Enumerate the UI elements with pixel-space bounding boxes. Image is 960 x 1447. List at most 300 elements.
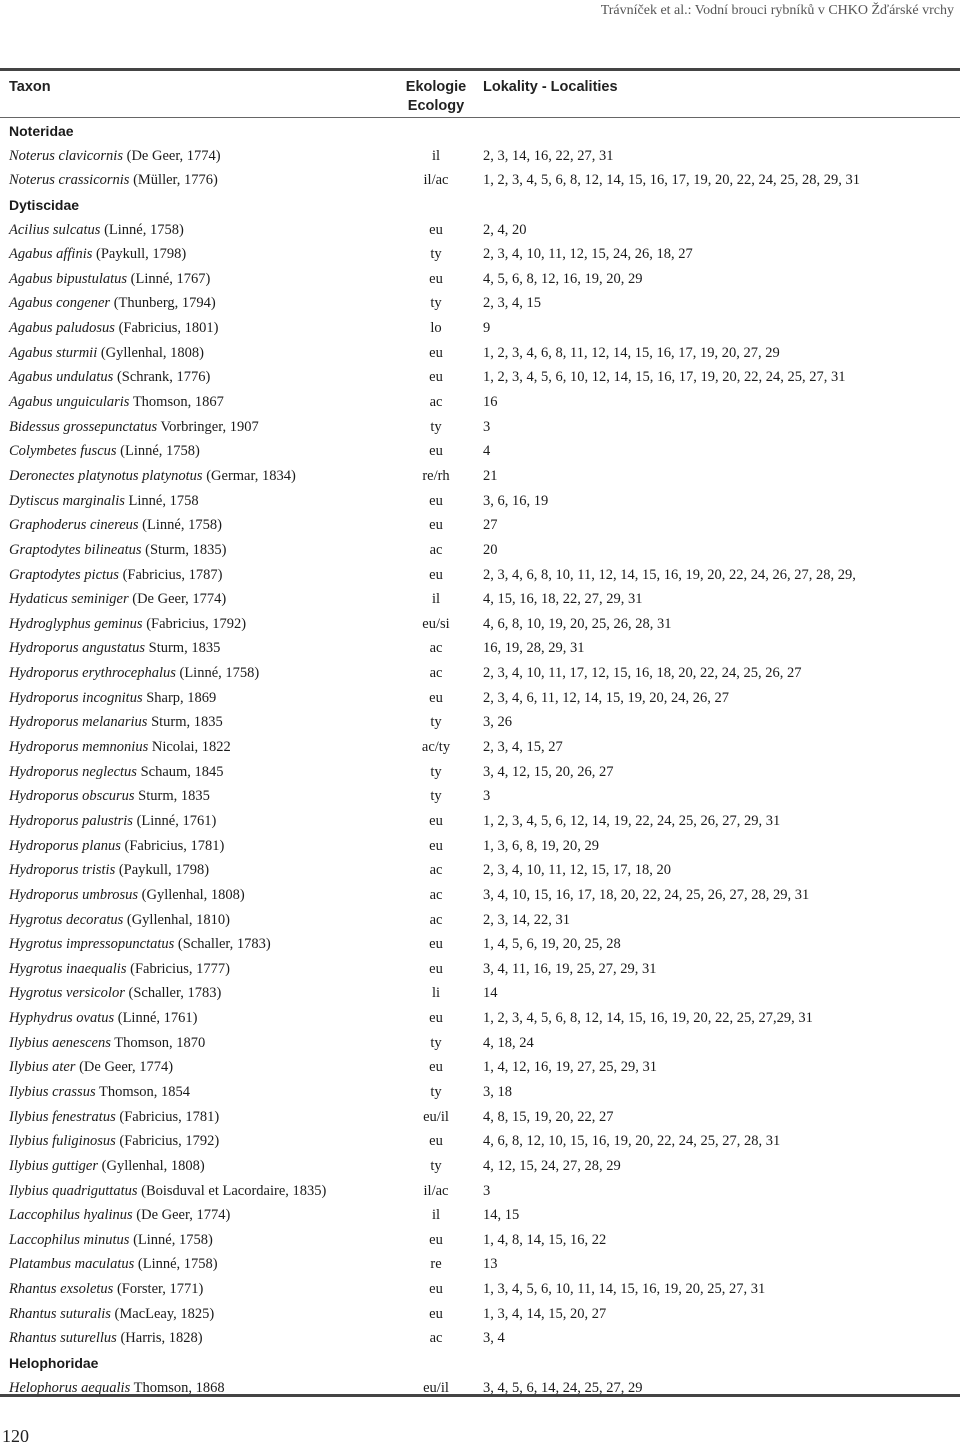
taxon-cell xyxy=(9,1231,213,1249)
species-name: Hygrotus impressopunctatus xyxy=(9,936,175,953)
table-row xyxy=(0,1251,960,1276)
ecology-cell: eu xyxy=(429,837,443,854)
localities-cell: 1, 2, 3, 4, 6, 8, 11, 12, 14, 15, 16, 17, 19, 20, 27, 29 xyxy=(483,344,780,361)
localities-cell: 4, 15, 16, 18, 22, 27, 29, 31 xyxy=(483,591,643,608)
localities-cell: 4, 8, 15, 19, 20, 22, 27 xyxy=(483,1108,614,1125)
ecology-cell: il/ac xyxy=(423,172,449,189)
table-row xyxy=(0,414,960,439)
localities-cell: 9 xyxy=(483,320,491,337)
species-author: (Fabricius, 1777) xyxy=(130,960,230,977)
taxon-cell xyxy=(9,368,210,386)
species-name: Ilybius fenestratus xyxy=(9,1108,116,1125)
table-row xyxy=(0,808,960,833)
taxon-cell xyxy=(9,886,245,904)
taxon-cell xyxy=(9,1182,326,1200)
species-author: Thomson, 1870 xyxy=(114,1034,206,1051)
taxon-cell xyxy=(9,911,230,929)
table-row xyxy=(0,241,960,266)
localities-cell: 1, 3, 4, 14, 15, 20, 27 xyxy=(483,1305,607,1322)
ecology-cell: eu xyxy=(429,1133,443,1150)
localities-cell: 3, 6, 16, 19 xyxy=(483,492,549,509)
table-row xyxy=(0,1079,960,1104)
species-name: Agabus undulatus xyxy=(9,369,114,386)
taxon-cell xyxy=(9,467,296,485)
localities-cell: 4, 18, 24 xyxy=(483,1034,534,1051)
taxon-cell xyxy=(9,1305,214,1323)
table-row xyxy=(0,266,960,291)
taxon-cell xyxy=(9,713,223,731)
ecology-cell: eu xyxy=(429,443,443,460)
taxon-cell xyxy=(9,294,216,312)
species-name: Agabus affinis xyxy=(9,246,93,263)
species-name: Ilybius crassus xyxy=(9,1083,96,1100)
taxon-cell xyxy=(9,319,218,337)
species-author: (Gyllenhal, 1810) xyxy=(126,911,230,928)
localities-cell: 27 xyxy=(483,517,498,534)
species-name: Hydroglyphus geminus xyxy=(9,615,143,632)
species-name: Graptodytes pictus xyxy=(9,566,119,583)
family-name: Helophoridae xyxy=(9,1355,99,1372)
column-header-taxon: Taxon xyxy=(9,79,51,95)
ecology-cell: eu/il xyxy=(423,1379,449,1396)
species-author: (De Geer, 1774) xyxy=(132,591,227,608)
ecology-cell: ty xyxy=(430,418,442,435)
localities-cell: 2, 3, 4, 10, 11, 17, 12, 15, 16, 18, 20, 22, 24, 25, 26, 27 xyxy=(483,665,802,682)
species-name: Acilius sulcatus xyxy=(9,221,101,238)
table-row xyxy=(0,857,960,882)
localities-cell: 4, 6, 8, 12, 10, 15, 16, 19, 20, 22, 24, 25, 27, 28, 31 xyxy=(483,1133,781,1150)
ecology-cell: eu xyxy=(429,369,443,386)
table-row xyxy=(0,389,960,414)
ecology-cell: il/ac xyxy=(423,1182,449,1199)
species-name: Helophorus aequalis xyxy=(9,1379,131,1396)
ecology-cell: ac xyxy=(429,886,443,903)
table-row xyxy=(0,635,960,660)
localities-cell: 2, 3, 4, 6, 11, 12, 14, 15, 19, 20, 24, 26, 27 xyxy=(483,689,729,706)
taxon-cell xyxy=(9,1083,190,1101)
taxon-cell xyxy=(9,1058,173,1076)
table-row xyxy=(0,315,960,340)
species-author: (Fabricius, 1801) xyxy=(118,320,219,337)
localities-cell: 16 xyxy=(483,394,498,411)
ecology-cell: eu xyxy=(429,517,443,534)
species-name: Hydroporus planus xyxy=(9,837,121,854)
localities-cell: 2, 3, 14, 16, 22, 27, 31 xyxy=(483,147,614,164)
localities-cell: 3, 26 xyxy=(483,714,512,731)
species-name: Agabus sturmii xyxy=(9,344,98,361)
ecology-cell: ac xyxy=(429,862,443,879)
localities-cell: 3, 4, 10, 15, 16, 17, 18, 20, 22, 24, 25, 26, 27, 28, 29, 31 xyxy=(483,886,810,903)
species-author: Sturm, 1835 xyxy=(138,788,210,805)
family-row xyxy=(0,118,960,143)
table-row xyxy=(0,1202,960,1227)
taxon-cell xyxy=(9,147,221,165)
table-row xyxy=(0,759,960,784)
taxon-cell xyxy=(9,270,210,288)
table-row xyxy=(0,685,960,710)
localities-cell: 1, 2, 3, 4, 5, 6, 8, 12, 14, 15, 16, 17, 19, 20, 22, 24, 25, 28, 29, 31 xyxy=(483,172,860,189)
table-row xyxy=(0,438,960,463)
ecology-cell: ty xyxy=(430,763,442,780)
localities-cell: 2, 3, 4, 6, 8, 10, 11, 12, 14, 15, 16, 19, 20, 22, 24, 26, 27, 28, 29, xyxy=(483,566,856,583)
taxon-cell xyxy=(9,171,218,189)
species-author: (Gyllenhal, 1808) xyxy=(100,344,204,361)
table-row xyxy=(0,463,960,488)
species-author: (Boisduval et Lacordaire, 1835) xyxy=(141,1182,327,1199)
taxon-cell xyxy=(9,516,222,534)
ecology-cell: re xyxy=(430,1256,442,1273)
species-name: Ilybius ater xyxy=(9,1059,76,1076)
species-name: Colymbetes fuscus xyxy=(9,443,117,460)
localities-cell: 2, 3, 4, 15, 27 xyxy=(483,739,563,756)
species-name: Ilybius quadriguttatus xyxy=(9,1182,138,1199)
localities-cell: 3, 4, 12, 15, 20, 26, 27 xyxy=(483,763,614,780)
table-row xyxy=(0,1104,960,1129)
family-name: Noteridae xyxy=(9,123,74,139)
taxon-cell xyxy=(9,935,271,953)
species-author: (Fabricius, 1781) xyxy=(119,1108,220,1125)
species-author: (Linné, 1761) xyxy=(136,812,217,829)
species-name: Hydroporus melanarius xyxy=(9,714,148,731)
table-row xyxy=(0,290,960,315)
species-name: Dytiscus marginalis xyxy=(9,492,125,509)
ecology-cell: eu xyxy=(429,1281,443,1298)
table-row xyxy=(0,1276,960,1301)
localities-cell: 4, 5, 6, 8, 12, 16, 19, 20, 29 xyxy=(483,270,643,287)
table-row xyxy=(0,1301,960,1326)
species-name: Hygrotus inaequalis xyxy=(9,960,127,977)
localities-cell: 21 xyxy=(483,467,498,484)
ecology-cell: il xyxy=(431,591,441,608)
ecology-cell: ty xyxy=(430,246,442,263)
species-name: Hygrotus decoratus xyxy=(9,911,124,928)
localities-cell: 2, 3, 4, 15 xyxy=(483,295,541,312)
species-author: (De Geer, 1774) xyxy=(136,1207,231,1224)
species-author: (Schaller, 1783) xyxy=(177,936,271,953)
localities-cell: 3 xyxy=(483,418,491,435)
running-head: Trávníček et al.: Vodní brouci rybníků v CHKO Žďárské vrchy xyxy=(600,3,954,18)
ecology-cell: ty xyxy=(430,295,442,312)
species-name: Agabus bipustulatus xyxy=(9,270,128,287)
localities-cell: 2, 3, 14, 22, 31 xyxy=(483,911,570,928)
localities-cell: 14 xyxy=(483,985,498,1002)
localities-cell: 1, 3, 6, 8, 19, 20, 29 xyxy=(483,837,599,854)
species-author: (Germar, 1834) xyxy=(206,467,296,484)
table-row xyxy=(0,167,960,192)
table-row xyxy=(0,1178,960,1203)
species-author: Vorbringer, 1907 xyxy=(160,418,259,435)
column-header-localities: Lokality - Localities xyxy=(483,79,618,95)
species-name: Hydroporus erythrocephalus xyxy=(9,665,176,682)
taxon-cell xyxy=(9,787,210,805)
species-name: Agabus congener xyxy=(9,295,111,312)
localities-cell: 4, 6, 8, 10, 19, 20, 25, 26, 28, 31 xyxy=(483,615,672,632)
localities-cell: 1, 4, 5, 6, 19, 20, 25, 28 xyxy=(483,936,621,953)
localities-cell: 3, 4 xyxy=(483,1330,505,1347)
taxon-cell xyxy=(9,837,224,855)
species-name: Bidessus grossepunctatus xyxy=(9,418,158,435)
ecology-cell: ty xyxy=(430,714,442,731)
table-row xyxy=(0,1227,960,1252)
species-author: (Paykull, 1798) xyxy=(96,246,187,263)
taxon-cell xyxy=(9,960,230,978)
species-author: Linné, 1758 xyxy=(128,492,199,509)
table-row xyxy=(0,734,960,759)
species-author: (Linné, 1758) xyxy=(179,665,260,682)
species-author: Schaum, 1845 xyxy=(140,763,224,780)
table-row xyxy=(0,340,960,365)
species-name: Hydroporus memnonius xyxy=(9,739,149,756)
taxon-cell xyxy=(9,615,246,633)
species-author: (Linné, 1758) xyxy=(104,221,184,238)
species-author: (Linné, 1761) xyxy=(117,1010,198,1027)
species-name: Agabus unguicularis xyxy=(9,394,130,411)
species-author: (Gyllenhal, 1808) xyxy=(141,886,245,903)
taxon-cell xyxy=(9,245,186,263)
ecology-cell: eu xyxy=(429,344,443,361)
species-author: Thomson, 1867 xyxy=(132,394,224,411)
table-row xyxy=(0,1005,960,1030)
ecology-cell: eu xyxy=(429,1231,443,1248)
taxon-cell xyxy=(9,763,224,781)
taxon-cell xyxy=(9,1157,205,1175)
species-name: Ilybius aenescens xyxy=(9,1034,111,1051)
localities-cell: 4, 12, 15, 24, 27, 28, 29 xyxy=(483,1157,621,1174)
species-author: Thomson, 1854 xyxy=(98,1083,191,1100)
species-author: (Gyllenhal, 1808) xyxy=(101,1157,205,1174)
taxon-cell xyxy=(9,1329,203,1347)
species-author: (Harris, 1828) xyxy=(120,1330,203,1347)
ecology-cell: ac xyxy=(429,640,443,657)
species-author: (Linné, 1767) xyxy=(130,270,211,287)
localities-cell: 3, 4, 5, 6, 14, 24, 25, 27, 29 xyxy=(483,1379,643,1396)
ecology-cell: eu xyxy=(429,566,443,583)
taxon-cell xyxy=(9,812,216,830)
species-name: Deronectes platynotus platynotus xyxy=(9,467,203,484)
species-name: Noterus crassicornis xyxy=(9,172,130,189)
ecology-cell: eu xyxy=(429,812,443,829)
species-author: (Fabricius, 1787) xyxy=(122,566,223,583)
localities-cell: 13 xyxy=(483,1256,498,1273)
species-name: Agabus paludosus xyxy=(9,320,115,337)
localities-cell: 1, 2, 3, 4, 5, 6, 12, 14, 19, 22, 24, 25, 26, 27, 29, 31 xyxy=(483,812,781,829)
ecology-cell: eu/il xyxy=(423,1108,449,1125)
column-header-ecology: Ekologie Ecology xyxy=(405,79,467,114)
taxon-cell xyxy=(9,566,222,584)
taxon-cell xyxy=(9,738,231,756)
taxon-cell xyxy=(9,1206,230,1224)
family-row xyxy=(0,192,960,217)
species-name: Hydroporus obscurus xyxy=(9,788,135,805)
species-name: Hydroporus incognitus xyxy=(9,689,143,706)
localities-cell: 1, 3, 4, 5, 6, 10, 11, 14, 15, 16, 19, 20, 25, 27, 31 xyxy=(483,1281,766,1298)
localities-cell: 1, 2, 3, 4, 5, 6, 8, 12, 14, 15, 16, 19, 20, 22, 25, 27,29, 31 xyxy=(483,1010,813,1027)
table-row xyxy=(0,217,960,242)
ecology-cell: eu xyxy=(429,960,443,977)
ecology-cell: il xyxy=(431,147,441,164)
table-row xyxy=(0,512,960,537)
taxon-cell xyxy=(9,1034,205,1052)
localities-cell: 3 xyxy=(483,788,491,805)
species-name: Hygrotus versicolor xyxy=(9,985,125,1002)
species-name: Hydaticus seminiger xyxy=(9,591,129,608)
taxon-cell xyxy=(9,1280,203,1298)
localities-cell: 4 xyxy=(483,443,491,460)
ecology-cell: lo xyxy=(430,320,442,337)
ecology-cell: ty xyxy=(430,1034,442,1051)
species-name: Rhantus suturellus xyxy=(9,1330,117,1347)
localities-cell: 2, 4, 20 xyxy=(483,221,527,238)
species-author: (Linné, 1758) xyxy=(142,517,222,534)
localities-cell: 1, 4, 8, 14, 15, 16, 22 xyxy=(483,1231,607,1248)
table-row xyxy=(0,143,960,168)
ecology-cell: eu xyxy=(429,689,443,706)
species-author: Sturm, 1835 xyxy=(151,714,223,731)
species-name: Hydroporus palustris xyxy=(9,812,133,829)
localities-cell: 2, 3, 4, 10, 11, 12, 15, 24, 26, 18, 27 xyxy=(483,246,693,263)
page-number: 120 xyxy=(2,1426,29,1446)
species-name: Hydroporus angustatus xyxy=(9,640,146,657)
ecology-cell: eu xyxy=(429,1305,443,1322)
species-author: (Linné, 1758) xyxy=(120,443,200,460)
ecology-cell: ac xyxy=(429,541,443,558)
table-row xyxy=(0,611,960,636)
ecology-cell: ty xyxy=(430,1083,442,1100)
table-row xyxy=(0,586,960,611)
ecology-cell: eu xyxy=(429,1059,443,1076)
taxon-cell xyxy=(9,418,259,436)
table-row xyxy=(0,1054,960,1079)
species-name: Rhantus suturalis xyxy=(9,1305,111,1322)
species-author: Thomson, 1868 xyxy=(133,1379,225,1396)
species-name: Hydroporus neglectus xyxy=(9,763,137,780)
taxon-cell xyxy=(9,984,221,1002)
table-row xyxy=(0,956,960,981)
table-row xyxy=(0,364,960,389)
species-name: Laccophilus hyalinus xyxy=(9,1207,133,1224)
species-name: Noterus clavicornis xyxy=(9,147,123,164)
localities-cell: 2, 3, 4, 10, 11, 12, 15, 17, 18, 20 xyxy=(483,862,671,879)
species-author: (Forster, 1771) xyxy=(116,1281,204,1298)
taxon-cell xyxy=(9,861,209,879)
localities-cell: 3, 4, 11, 16, 19, 25, 27, 29, 31 xyxy=(483,960,657,977)
table-top-rule xyxy=(0,68,960,71)
ecology-cell: ty xyxy=(430,788,442,805)
ecology-cell: il xyxy=(431,1207,441,1224)
localities-cell: 16, 19, 28, 29, 31 xyxy=(483,640,585,657)
localities-cell: 20 xyxy=(483,541,498,558)
species-author: (Müller, 1776) xyxy=(133,172,218,189)
taxon-cell xyxy=(9,1255,218,1273)
species-author: (Linné, 1758) xyxy=(133,1231,213,1248)
taxon-cell xyxy=(9,664,259,682)
taxon-cell xyxy=(9,393,224,411)
ecology-cell: re/rh xyxy=(422,467,450,484)
ecology-cell: eu xyxy=(429,270,443,287)
ecology-cell: eu xyxy=(429,1010,443,1027)
species-name: Hyphydrus ovatus xyxy=(9,1010,115,1027)
ecology-cell: eu/si xyxy=(422,615,450,632)
taxon-cell xyxy=(9,1132,219,1150)
localities-cell: 3 xyxy=(483,1182,491,1199)
ecology-cell: eu xyxy=(429,221,443,238)
species-author: (Paykull, 1798) xyxy=(118,862,210,879)
table-row xyxy=(0,882,960,907)
species-author: (Thunberg, 1794) xyxy=(113,295,216,312)
taxon-cell xyxy=(9,1108,219,1126)
taxon-cell xyxy=(9,442,200,460)
localities-cell: 1, 4, 12, 16, 19, 27, 25, 29, 31 xyxy=(483,1059,657,1076)
table-row xyxy=(0,488,960,513)
table-row xyxy=(0,783,960,808)
species-author: (Schrank, 1776) xyxy=(116,369,211,386)
species-name: Hydroporus umbrosus xyxy=(9,886,139,903)
localities-cell: 14, 15 xyxy=(483,1207,520,1224)
species-author: (De Geer, 1774) xyxy=(79,1059,174,1076)
ecology-cell: ac xyxy=(429,1330,443,1347)
species-author: (Schaller, 1783) xyxy=(128,985,222,1002)
table-row xyxy=(0,1030,960,1055)
table-row xyxy=(0,1325,960,1350)
localities-cell: 1, 2, 3, 4, 5, 6, 10, 12, 14, 15, 16, 17, 19, 20, 22, 24, 25, 27, 31 xyxy=(483,369,846,386)
table-row xyxy=(0,1153,960,1178)
table-row xyxy=(0,833,960,858)
species-author: (Fabricius, 1781) xyxy=(124,837,225,854)
taxon-cell xyxy=(9,1009,197,1027)
table-row xyxy=(0,660,960,685)
taxon-cell xyxy=(9,492,199,510)
species-author: (MacLeay, 1825) xyxy=(114,1305,215,1322)
ecology-cell: ac/ty xyxy=(421,739,451,756)
table-row xyxy=(0,562,960,587)
family-row xyxy=(0,1350,960,1375)
taxon-cell xyxy=(9,344,204,362)
species-name: Rhantus exsoletus xyxy=(9,1281,114,1298)
species-author: (Linné, 1758) xyxy=(137,1256,218,1273)
species-author: Sharp, 1869 xyxy=(146,689,217,706)
table-row xyxy=(0,907,960,932)
species-author: (Fabricius, 1792) xyxy=(146,615,247,632)
species-name: Graptodytes bilineatus xyxy=(9,541,142,558)
species-name: Ilybius fuliginosus xyxy=(9,1133,116,1150)
taxon-cell xyxy=(9,590,226,608)
ecology-cell: ac xyxy=(429,911,443,928)
species-author: Nicolai, 1822 xyxy=(151,739,231,756)
taxon-cell xyxy=(9,639,220,657)
ecology-cell: ac xyxy=(429,665,443,682)
table-row xyxy=(0,931,960,956)
species-table xyxy=(0,118,960,1399)
species-author: (De Geer, 1774) xyxy=(126,147,221,164)
table-bottom-rule xyxy=(0,1394,960,1397)
ecology-cell: ty xyxy=(430,1157,442,1174)
species-name: Graphoderus cinereus xyxy=(9,517,139,534)
ecology-cell: li xyxy=(431,985,441,1002)
localities-cell: 3, 18 xyxy=(483,1083,512,1100)
ecology-cell: eu xyxy=(429,492,443,509)
table-row xyxy=(0,537,960,562)
table-row xyxy=(0,980,960,1005)
species-author: (Fabricius, 1792) xyxy=(119,1133,220,1150)
taxon-cell xyxy=(9,689,216,707)
species-name: Hydroporus tristis xyxy=(9,862,116,879)
species-name: Laccophilus minutus xyxy=(9,1231,130,1248)
family-name: Dytiscidae xyxy=(9,196,80,213)
ecology-cell: eu xyxy=(429,936,443,953)
taxon-cell xyxy=(9,541,227,559)
table-row xyxy=(0,1128,960,1153)
taxon-cell xyxy=(9,221,184,239)
